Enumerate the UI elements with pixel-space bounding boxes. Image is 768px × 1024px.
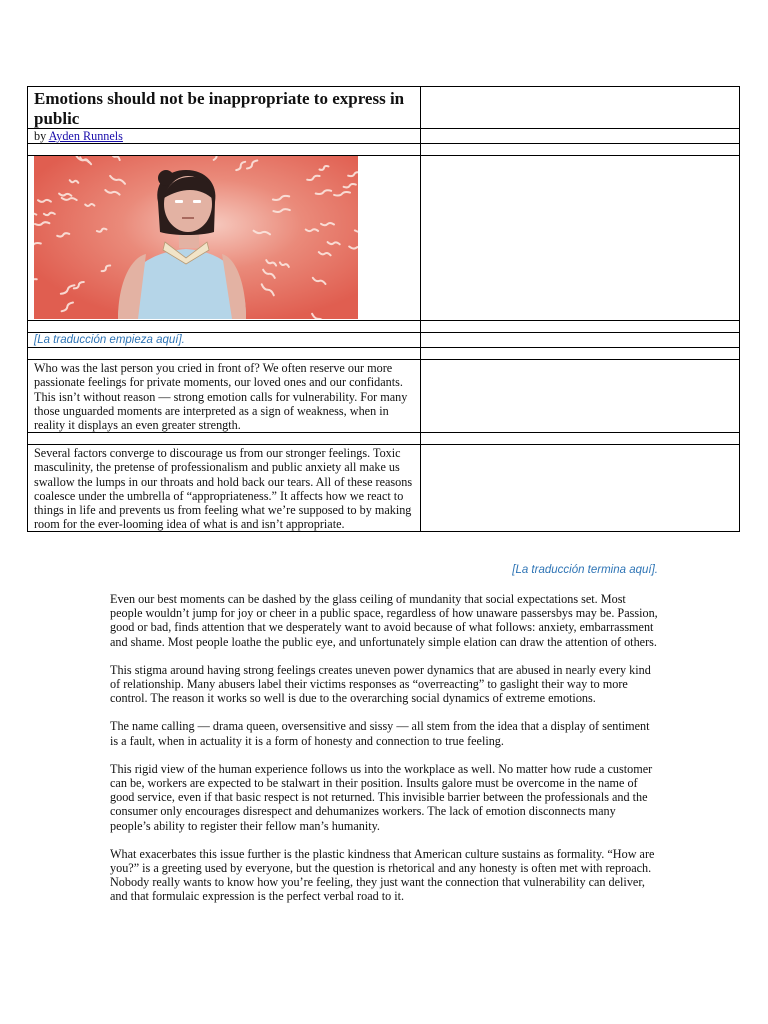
note-cell: [28, 333, 421, 348]
body-paragraph: What exacerbates this issue further is the plastic kindness that American culture sustains as formality. “How are you?” is a greeting used by everyone, but the question is rhetorical and any honesty is often met with reproach. Nobody really wants to know how you’re feeling, they just want the connection that vulnerability can deliver, and that formulaic expression is the perfect verbal road to it.: [110, 846, 655, 904]
table-row: [28, 321, 740, 333]
translation-end-note: [La traducción termina aquí].: [512, 564, 658, 576]
article-title: Emotions should not be inappropriate to express in public: [34, 89, 405, 128]
article-illustration: [34, 156, 358, 319]
translation-cell[interactable]: [421, 87, 740, 129]
spacer-cell: [28, 321, 421, 333]
table-row: [28, 144, 740, 156]
table-row: [28, 348, 740, 360]
body-paragraph: Even our best moments can be dashed by the glass ceiling of mundanity that social expectations set. Most people wouldn’t jump for joy or cheer in a public space, regardless of how unaware passersbys may be. Passion, good or bad, finds attention that we desperately want to avoid because of what follows: anxiety, embarrassment and shame. Most people loathe the public eye, and unfortunately simple elation can draw the attention of others.: [110, 592, 658, 649]
body-paragraph: This rigid view of the human experience follows us into the workplace as well. No matter how rude a customer can be, workers are expected to be stalwart in their position. Insults galore must be overcome in the name of good service, even if that basic respect is not returned. This invisible barrier between the professionals and the consumer only encourages disrespect and dehumanizes workers. The lack of emotion disconnects many people’s ability to register their fellow man’s humanity.: [110, 761, 653, 833]
heat-wave-line: [70, 180, 79, 183]
heat-wave-line: [306, 229, 318, 231]
table-row: [28, 433, 740, 445]
translation-cell[interactable]: [421, 321, 740, 333]
spacer-cell: [28, 144, 421, 156]
table-row: [28, 445, 740, 532]
table-row: [28, 87, 740, 129]
left-eye: [175, 200, 183, 203]
body-paragraph: The name calling — drama queen, oversensitive and sissy — all stem from the idea that a display of sentiment is a fault, when in actuality it is a form of honesty and connection to true feeling.: [110, 719, 650, 748]
translation-start-note: [La traducción empieza aquí].: [34, 334, 185, 347]
translation-cell[interactable]: [421, 333, 740, 348]
hair-bun: [158, 170, 174, 186]
byline-label: by: [34, 129, 47, 143]
body-paragraph: This stigma around having strong feelings creates uneven power dynamics that are abused in nearly every kind of relationship. Many abusers label their victims responses as “overreacting” to gaslight their way to more control. The reason it works so well is due to the overarching social dynamics of extreme emotions.: [110, 662, 651, 706]
translation-cell[interactable]: [421, 144, 740, 156]
heat-wave-line: [328, 242, 340, 244]
translation-cell[interactable]: [421, 348, 740, 360]
table-row: [28, 333, 740, 348]
image-cell: [28, 156, 421, 321]
translation-cell[interactable]: [421, 360, 740, 433]
translation-cell[interactable]: [421, 156, 740, 321]
translation-cell[interactable]: [421, 445, 740, 532]
table-row: [28, 156, 740, 321]
heat-wave-line: [59, 194, 71, 196]
paragraph-cell: Several factors converge to discourage us from our stronger feelings. Toxic masculinity, the pretense of professionalism and public anxiety all make us swallow the lumps in our throats and hold back our tears. All of these reasons coalesce under the umbrella of “appropriateness.” It affects how we react to things in life and prevents us from feeling what we’re supposed to by making room for the ever-looming idea of what is and isn’t appropriate.: [28, 445, 421, 532]
article-body: [110, 592, 658, 918]
heat-wave-line: [62, 198, 77, 200]
translation-table: [27, 86, 740, 532]
table-row: [28, 129, 740, 144]
translation-cell[interactable]: [421, 129, 740, 144]
byline: [28, 129, 421, 144]
author-link[interactable]: Ayden Runnels: [48, 129, 123, 143]
table-row: [28, 360, 740, 433]
title-cell: [28, 87, 421, 129]
translation-cell[interactable]: [421, 433, 740, 445]
spacer-cell: [28, 433, 421, 445]
spacer-cell: [28, 348, 421, 360]
right-eye: [193, 200, 201, 203]
paragraph-cell: Who was the last person you cried in front of? We often reserve our more passionate feelings for private moments, our loved ones and our confidants. This isn’t without reason — strong emotion calls for vulnerability. For many those unguarded moments are interpreted as a sign of weakness, when in reality it displays an even greater strength.: [28, 360, 421, 433]
